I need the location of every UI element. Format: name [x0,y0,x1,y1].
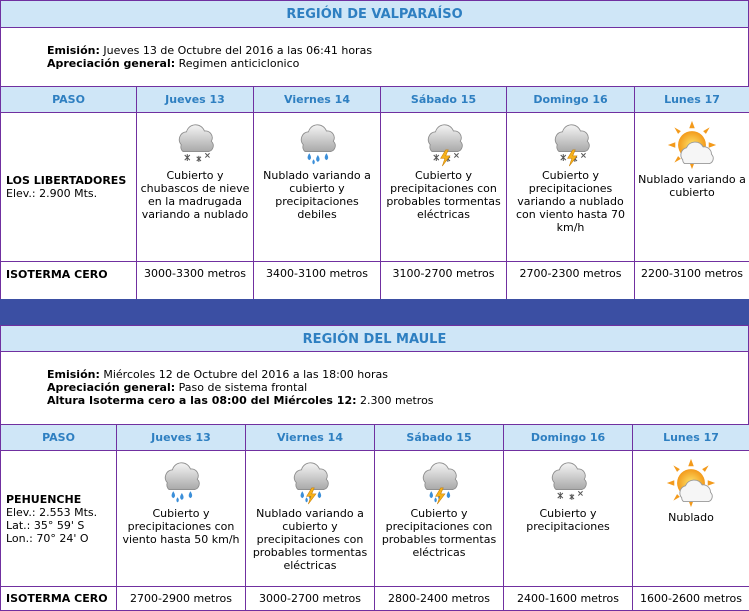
pass-longitude: Lon.: 70° 24' O [6,532,116,545]
forecast-cell [635,113,749,262]
pass-cell [1,451,117,587]
region-separator [0,299,749,325]
forecast-text: Cubierto y precipitaciones con viento hasta 50 km/h [117,507,245,546]
header-paso: PASO [1,425,117,451]
header-day: Sábado 15 [375,425,504,451]
header-day: Jueves 13 [117,425,246,451]
forecast-cell [375,451,504,587]
forecast-cell [507,113,635,262]
pass-cell [1,113,137,262]
region-title: REGIÓN DE VALPARAÍSO [0,0,749,28]
info-line: Apreciación general: Regimen anticiclonico [47,57,748,70]
forecast-text: Cubierto y precipitaciones con probables tormentas eléctricas [381,169,506,221]
cloud-thunder-rain-icon [415,457,463,505]
isoterma-value: 2800-2400 metros [375,587,504,611]
pass-latitude: Lat.: 35° 59' S [6,519,116,532]
cloud-thunder-rain-icon [286,457,334,505]
header-day: Domingo 16 [507,87,635,113]
isoterma-value: 3100-2700 metros [381,262,507,300]
forecast-cell [633,451,749,587]
isoterma-value: 3000-2700 metros [246,587,375,611]
forecast-cell [381,113,507,262]
sun-cloud-icon [666,119,718,171]
pass-elevation: Elev.: 2.553 Mts. [6,506,116,519]
isoterma-value: 2200-3100 metros [635,262,749,300]
forecast-text: Nublado variando a cubierto y precipitaciones con probables tormentas eléctricas [246,507,374,572]
cloud-rain-icon [293,119,341,167]
sun-cloud-icon [665,457,717,509]
forecast-cell [137,113,254,262]
forecast-text: Nublado variando a cubierto y precipitaciones debiles [254,169,380,221]
forecast-text: Cubierto y precipitaciones variando a nublado con viento hasta 70 km/h [507,169,634,234]
region-title: REGIÓN DEL MAULE [0,325,749,352]
header-paso: PASO [1,87,137,113]
isoterma-value: 1600-2600 metros [633,587,749,611]
isoterma-label: ISOTERMA CERO [1,262,137,300]
info-line: Emisión: Jueves 13 de Octubre del 2016 a las 06:41 horas [47,44,748,57]
pass-elevation: Elev.: 2.900 Mts. [6,187,136,200]
forecast-table [0,424,749,611]
isoterma-value: 3000-3300 metros [137,262,254,300]
forecast-cell [254,113,381,262]
region-info [0,352,749,424]
forecast-text: Cubierto y chubascos de nieve en la madrugada variando a nublado [137,169,253,221]
forecast-cell [504,451,633,587]
header-day: Sábado 15 [381,87,507,113]
header-day: Lunes 17 [635,87,749,113]
isoterma-value: 2700-2900 metros [117,587,246,611]
isoterma-value: 2700-2300 metros [507,262,635,300]
cloud-rain-icon [157,457,205,505]
cloud-snow-icon [544,457,592,505]
forecast-cell [117,451,246,587]
forecast-cell [246,451,375,587]
info-line: Emisión: Miércoles 12 de Octubre del 2016 a las 18:00 horas [47,368,748,381]
cloud-thunder-snow-icon [420,119,468,167]
header-day: Lunes 17 [633,425,749,451]
pass-name: LOS LIBERTADORES [6,174,136,187]
info-line: Apreciación general: Paso de sistema frontal [47,381,748,394]
cloud-snow-icon [171,119,219,167]
region-info [0,28,749,86]
forecast-text: Nublado [633,511,749,524]
isoterma-label: ISOTERMA CERO [1,587,117,611]
forecast-table [0,86,749,300]
forecast-text: Cubierto y precipitaciones [504,507,632,533]
info-line: Altura Isoterma cero a las 08:00 del Miércoles 12: 2.300 metros [47,394,748,407]
header-day: Domingo 16 [504,425,633,451]
pass-name: PEHUENCHE [6,493,116,506]
cloud-thunder-snow-icon [547,119,595,167]
forecast-text: Nublado variando a cubierto [635,173,749,199]
header-day: Viernes 14 [246,425,375,451]
header-day: Jueves 13 [137,87,254,113]
isoterma-value: 2400-1600 metros [504,587,633,611]
forecast-text: Cubierto y precipitaciones con probables tormentas eléctricas [375,507,503,559]
isoterma-value: 3400-3100 metros [254,262,381,300]
header-day: Viernes 14 [254,87,381,113]
